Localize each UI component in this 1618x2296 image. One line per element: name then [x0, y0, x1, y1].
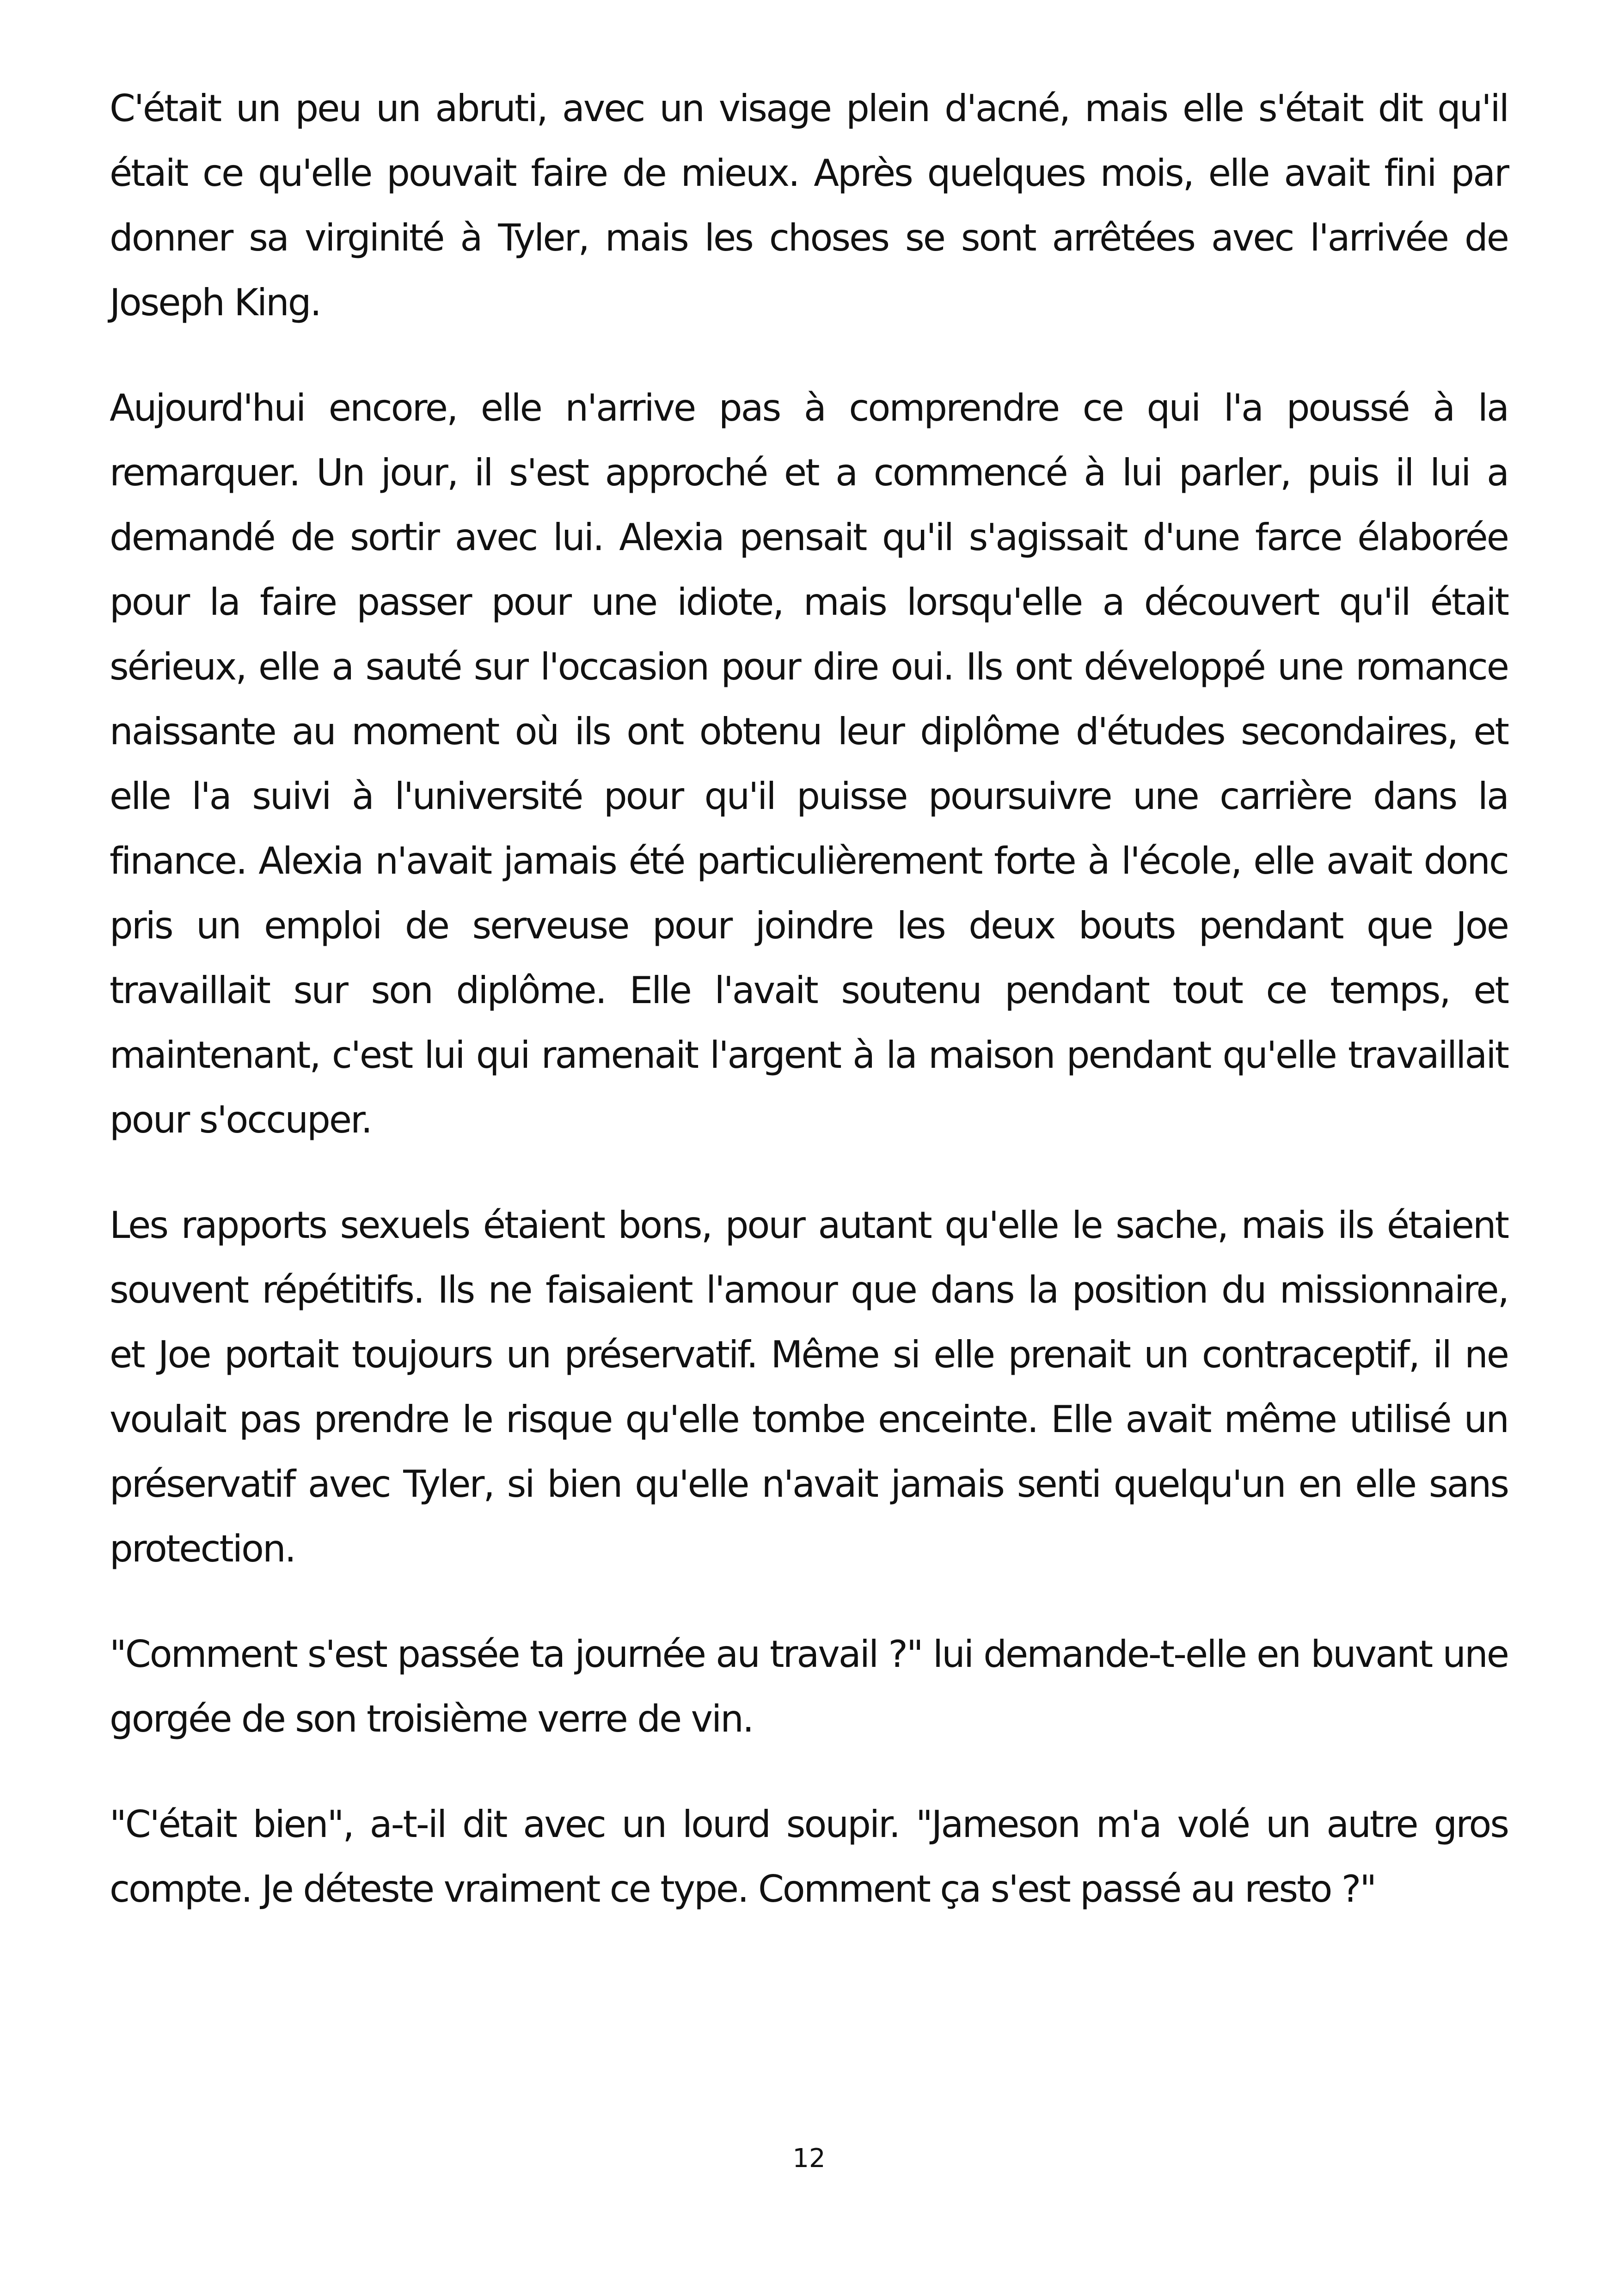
paragraph: "C'était bien", a-t-il dit avec un lourd soupir. "Jameson m'a volé un autre gros compte. Je déteste vraiment ce type. Comment ça s'est passé au resto ?": [110, 1803, 1508, 1910]
paragraph: "Comment s'est passée ta journée au travail ?" lui demande-t-elle en buvant une gorgée de son troisième verre de vin.: [110, 1633, 1508, 1740]
paragraph: C'était un peu un abruti, avec un visage plein d'acné, mais elle s'était dit qu'il était ce qu'elle pouvait faire de mieux. Après quelques mois, elle avait fini par donner sa virginité à Tyler, mais les choses se sont arrêtées avec l'arrivée de Joseph King.: [110, 87, 1508, 324]
paragraph: Aujourd'hui encore, elle n'arrive pas à comprendre ce qui l'a poussé à la remarquer. Un jour, il s'est approché et a commencé à lui parler, puis il lui a demandé de sortir avec lui. Alexia pensait qu'il s'agissait d'une farce élaborée pour la faire passer pour une idiote, mais lorsqu'elle a découvert qu'il était sérieux, elle a sauté sur l'occasion pour dire oui. Ils ont développé une romance naissante au moment où ils ont obtenu leur diplôme d'études secondaires, et elle l'a suivi à l'université pour qu'il puisse poursuivre une carrière dans la finance. Alexia n'avait jamais été particulièrement forte à l'école, elle avait donc pris un emploi de serveuse pour joindre les deux bouts pendant que Joe travaillait sur son diplôme. Elle l'avait soutenu pendant tout ce temps, et maintenant, c'est lui qui ramenait l'argent à la maison pendant qu'elle travaillait pour s'occuper.: [110, 386, 1508, 1141]
page-number: 12: [792, 2143, 826, 2174]
body-text: [110, 76, 1508, 1962]
paragraph: Les rapports sexuels étaient bons, pour autant qu'elle le sache, mais ils étaient souvent répétitifs. Ils ne faisaient l'amour que dans la position du missionnaire, et Joe portait toujours un préservatif. Même si elle prenait un contraceptif, il ne voulait pas prendre le risque qu'elle tombe enceinte. Elle avait même utilisé un préservatif avec Tyler, si bien qu'elle n'avait jamais senti quelqu'un en elle sans protection.: [110, 1204, 1508, 1570]
